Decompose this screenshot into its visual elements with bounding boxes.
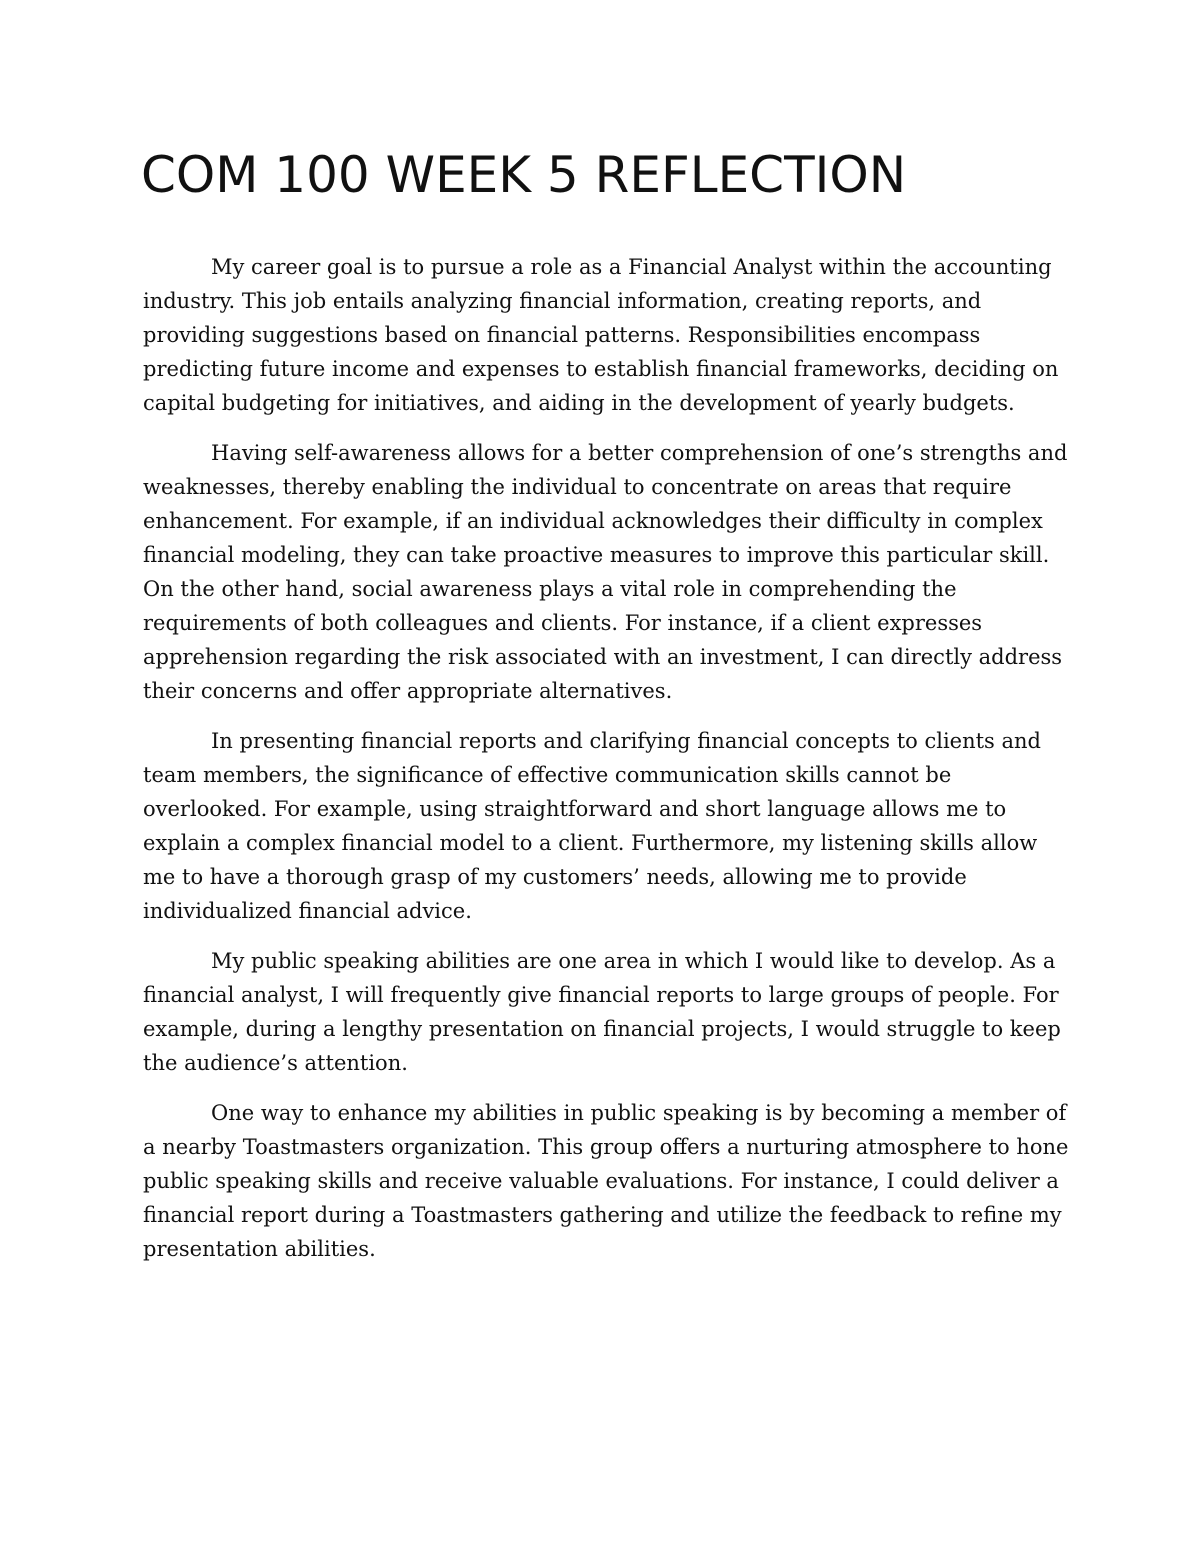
paragraph-toastmasters: One way to enhance my abilities in public speaking is by becoming a member of a nearby Toastmasters organization. This group offers a nurturing atmosphere to hone public speaking skills and receive valuable evaluations. For instance, I could deliver a financial report during a Toastmasters gathering and utilize the feedback to refine my presentation abilities. [143, 1101, 1069, 1261]
paragraph-career-goal: My career goal is to pursue a role as a Financial Analyst within the accounting industry. This job entails analyzing financial information, creating reports, and providing suggestions based on financial patterns. Responsibilities encompass predicting future income and expenses to establish financial frameworks, deciding on capital budgeting for initiatives, and aiding in the development of yearly budgets. [143, 255, 1059, 415]
paragraph-communication-skills: In presenting financial reports and clarifying financial concepts to clients and team members, the significance of effective communication skills cannot be overlooked. For example, using straightforward and short language allows me to explain a complex financial model to a client. Furthermore, my listening skills allow me to have a thorough grasp of my customers’ needs, allowing me to provide individualized financial advice. [143, 729, 1041, 923]
document-body [143, 250, 1073, 1282]
paragraph-public-speaking: My public speaking abilities are one area in which I would like to develop. As a financial analyst, I will frequently give financial reports to large groups of people. For example, during a lengthy presentation on financial projects, I would struggle to keep the audience’s attention. [143, 949, 1061, 1075]
document-title: COM 100 WEEK 5 REFLECTION [141, 146, 907, 204]
paragraph-self-awareness: Having self-awareness allows for a better comprehension of one’s strengths and weaknesses, thereby enabling the individual to concentrate on areas that require enhancement. For example, if an individual acknowledges their difficulty in complex financial modeling, they can take proactive measures to improve this particular skill. On the other hand, social awareness plays a vital role in comprehending the requirements of both colleagues and clients. For instance, if a client expresses apprehension regarding the risk associated with an investment, I can directly address their concerns and offer appropriate alternatives. [143, 441, 1068, 703]
